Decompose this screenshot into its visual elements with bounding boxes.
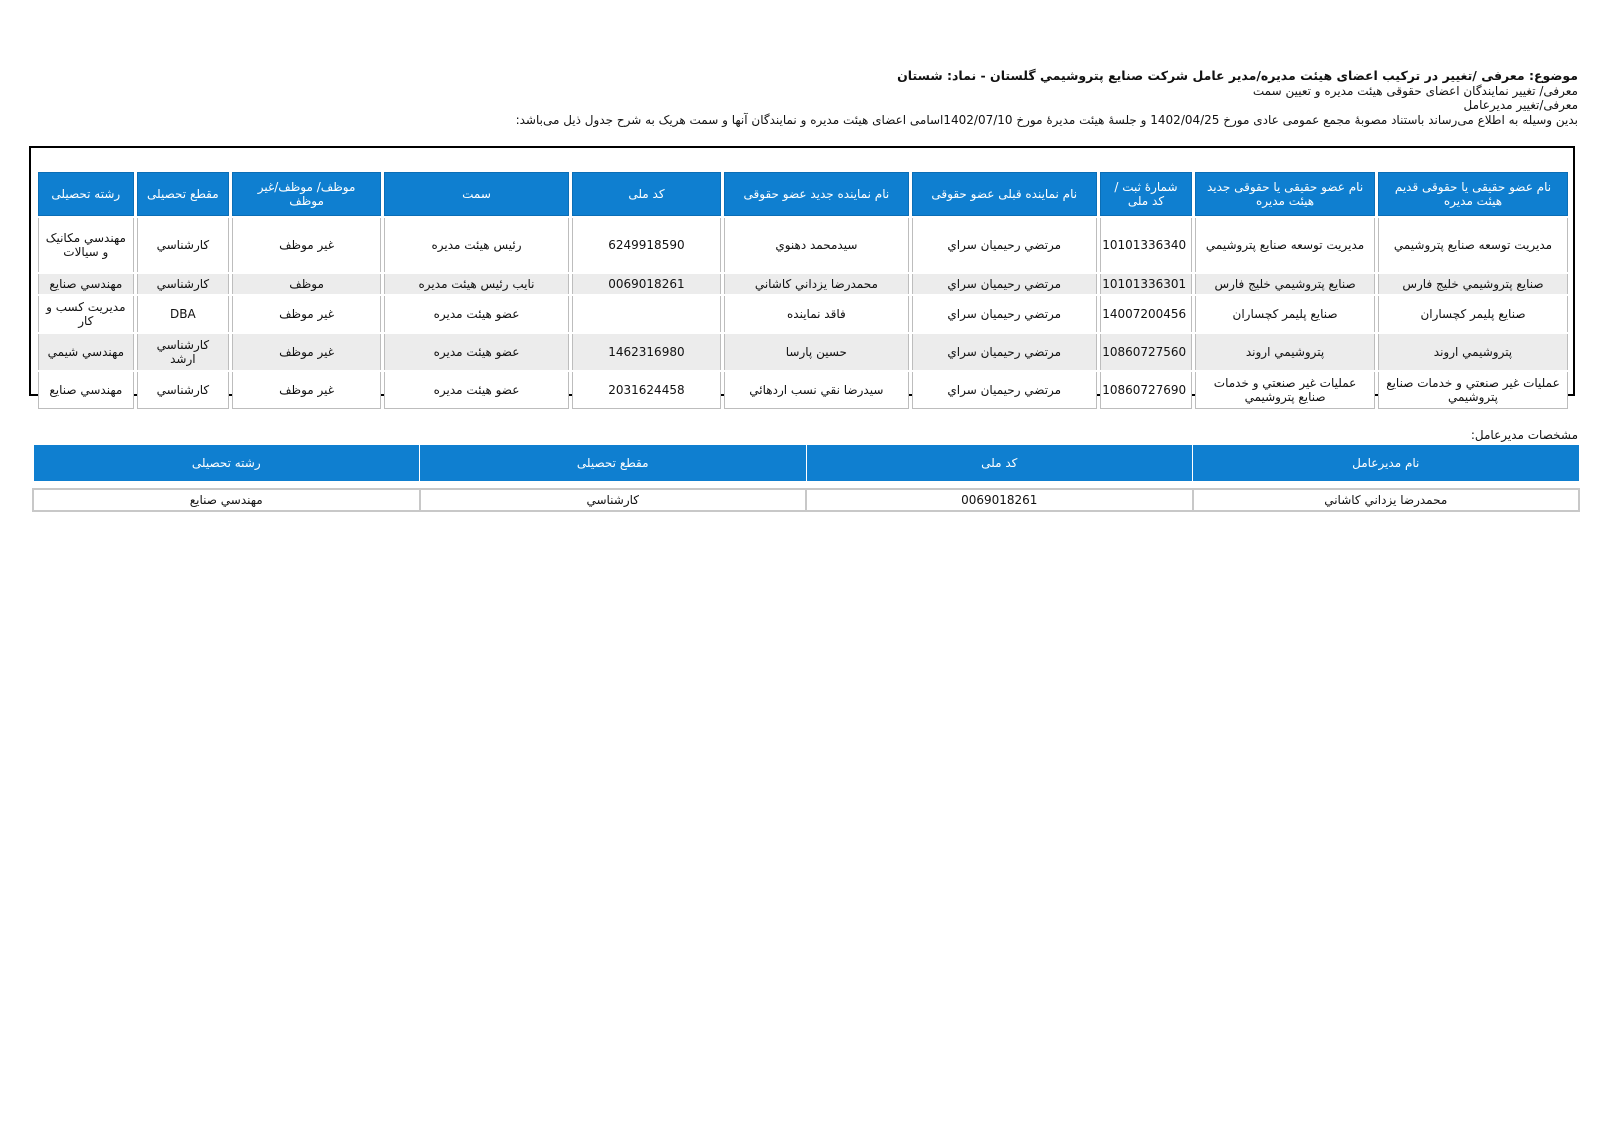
- ceo-header-row: [33, 445, 1579, 482]
- cell-position: رئیس هیئت مدیره: [384, 218, 569, 272]
- ceo-section-title: مشخصات مدیرعامل:: [1470, 428, 1578, 442]
- cell-ceo-national-code: 0069018261: [806, 489, 1193, 511]
- cell-degree: کارشناسي: [137, 274, 229, 294]
- cell-new-representative: سیدرضا نقي نسب اردهائي: [724, 372, 909, 409]
- cell-national-code: [572, 296, 721, 332]
- col-field-of-study: رشته تحصیلی: [38, 172, 134, 216]
- col-old-member: نام عضو حقیقی یا حقوقی قدیم هیئت مدیره: [1378, 172, 1568, 216]
- cell-registration-id: 10860727690: [1100, 372, 1192, 409]
- col-ceo-field: رشته تحصیلی: [33, 445, 420, 482]
- cell-degree: DBA: [137, 296, 229, 332]
- spacer-cell: [33, 482, 1579, 490]
- cell-field-of-study: مدیریت کسب و کار: [38, 296, 134, 332]
- cell-degree: کارشناسي: [137, 218, 229, 272]
- col-position: سمت: [384, 172, 569, 216]
- board-table-frame: [29, 146, 1575, 404]
- col-previous-representative: نام نماینده قبلی عضو حقوقی: [912, 172, 1097, 216]
- cell-old-member: صنایع پلیمر کچساران: [1378, 296, 1568, 332]
- table-row: [38, 372, 1568, 409]
- header-line-ceo-change: معرفی/تغییر مدیرعامل: [1463, 98, 1578, 112]
- board-header-row: [38, 172, 1568, 216]
- announcement-header: [378, 69, 1578, 127]
- cell-new-member: پتروشیمي اروند: [1195, 334, 1375, 370]
- cell-employment-type: غیر موظف: [232, 334, 381, 370]
- table-row: [38, 334, 1568, 370]
- header-line-description: بدین وسیله به اطلاع می‌رساند باستناد مصوبهٔ مجمع عمومی عادی مورخ 1402/04/25 و جلسهٔ هیئت مدیرهٔ مورخ 1402/07/10اسامی اعضای هیئت مدیره و نمایندگان آنها و سمت هریک به شرح جدول ذیل می‌باشد:: [515, 112, 1578, 127]
- subject-line: موضوع: معرفی /تغییر در ترکیب اعضای هیئت مدیره/مدیر عامل شرکت صنایع پتروشیمي گلستان - نماد: شستان: [897, 68, 1578, 83]
- cell-new-member: مدیریت توسعه صنایع پتروشیمي: [1195, 218, 1375, 272]
- cell-employment-type: غیر موظف: [232, 296, 381, 332]
- cell-national-code: 6249918590: [572, 218, 721, 272]
- cell-registration-id: 10101336340: [1100, 218, 1192, 272]
- cell-degree: کارشناسي: [137, 372, 229, 409]
- cell-field-of-study: مهندسي شیمي: [38, 334, 134, 370]
- col-degree: مقطع تحصیلی: [137, 172, 229, 216]
- cell-previous-representative: مرتضي رحیمیان سراي: [912, 218, 1097, 272]
- cell-national-code: 0069018261: [572, 274, 721, 294]
- table-row: [38, 218, 1568, 272]
- cell-employment-type: غیر موظف: [232, 372, 381, 409]
- cell-old-member: صنایع پتروشیمي خلیج فارس: [1378, 274, 1568, 294]
- cell-new-representative: محمدرضا یزداني کاشاني: [724, 274, 909, 294]
- col-ceo-national-code: کد ملی: [806, 445, 1193, 482]
- cell-previous-representative: مرتضي رحیمیان سراي: [912, 334, 1097, 370]
- col-registration-id: شمارهٔ ثبت / کد ملی: [1100, 172, 1192, 216]
- cell-employment-type: موظف: [232, 274, 381, 294]
- col-employment-type: موظف/ موظف/غیر موظف: [232, 172, 381, 216]
- cell-new-member: عملیات غیر صنعتي و خدمات صنایع پتروشیمي: [1195, 372, 1375, 409]
- cell-position: عضو هیئت مدیره: [384, 296, 569, 332]
- cell-new-member: صنایع پتروشیمي خلیج فارس: [1195, 274, 1375, 294]
- cell-previous-representative: مرتضي رحیمیان سراي: [912, 372, 1097, 409]
- col-ceo-degree: مقطع تحصیلی: [420, 445, 807, 482]
- col-new-member: نام عضو حقیقی یا حقوقی جدید هیئت مدیره: [1195, 172, 1375, 216]
- cell-degree: کارشناسي ارشد: [137, 334, 229, 370]
- cell-previous-representative: مرتضي رحیمیان سراي: [912, 274, 1097, 294]
- cell-employment-type: غیر موظف: [232, 218, 381, 272]
- cell-national-code: 2031624458: [572, 372, 721, 409]
- cell-old-member: پتروشیمي اروند: [1378, 334, 1568, 370]
- board-members-table: [35, 170, 1571, 411]
- cell-new-member: صنایع پلیمر کچساران: [1195, 296, 1375, 332]
- cell-registration-id: 10860727560: [1100, 334, 1192, 370]
- cell-position: عضو هیئت مدیره: [384, 372, 569, 409]
- header-line-legal-representatives: معرفی/ تغییر نمایندگان اعضای حقوقی هیئت مدیره و تعیین سمت: [1252, 83, 1578, 98]
- cell-field-of-study: مهندسي صنایع: [38, 372, 134, 409]
- table-row: [38, 274, 1568, 294]
- cell-registration-id: 14007200456: [1100, 296, 1192, 332]
- cell-new-representative: سیدمحمد دهنوي: [724, 218, 909, 272]
- cell-national-code: 1462316980: [572, 334, 721, 370]
- cell-position: نایب رئیس هیئت مدیره: [384, 274, 569, 294]
- col-ceo-name: نام مدیرعامل: [1193, 445, 1580, 482]
- cell-new-representative: حسین پارسا: [724, 334, 909, 370]
- ceo-table: [32, 444, 1580, 512]
- cell-new-representative: فاقد نماینده: [724, 296, 909, 332]
- cell-field-of-study: مهندسي مکانیک و سیالات: [38, 218, 134, 272]
- cell-previous-representative: مرتضي رحیمیان سراي: [912, 296, 1097, 332]
- col-new-representative: نام نماینده جدید عضو حقوقی: [724, 172, 909, 216]
- col-national-code: کد ملی: [572, 172, 721, 216]
- table-row: [38, 296, 1568, 332]
- cell-ceo-name: محمدرضا یزداني کاشاني: [1193, 489, 1580, 511]
- cell-registration-id: 10101336301: [1100, 274, 1192, 294]
- cell-ceo-degree: کارشناسي: [420, 489, 807, 511]
- ceo-spacer-row: [33, 482, 1579, 490]
- ceo-data-row: [33, 489, 1579, 511]
- cell-ceo-field: مهندسي صنایع: [33, 489, 420, 511]
- cell-old-member: مدیریت توسعه صنایع پتروشیمي: [1378, 218, 1568, 272]
- cell-position: عضو هیئت مدیره: [384, 334, 569, 370]
- cell-field-of-study: مهندسي صنایع: [38, 274, 134, 294]
- cell-old-member: عملیات غیر صنعتي و خدمات صنایع پتروشیمي: [1378, 372, 1568, 409]
